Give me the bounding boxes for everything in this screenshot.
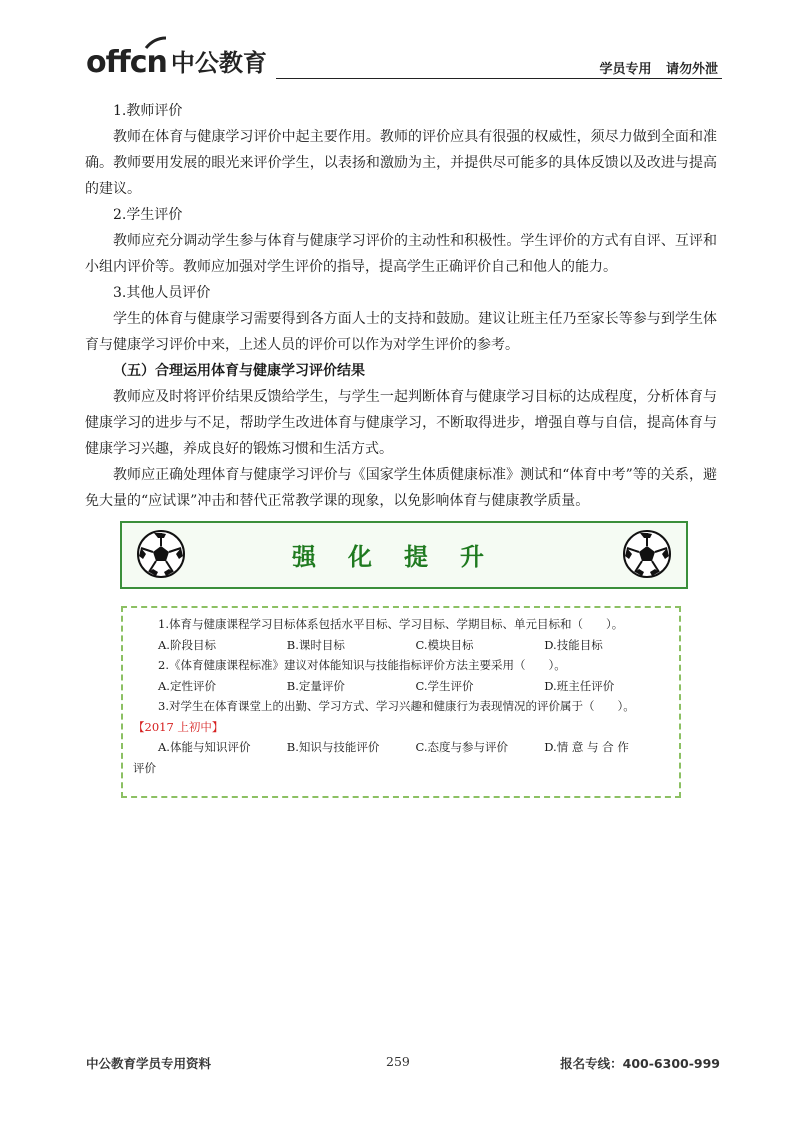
section-title: （五）合理运用体育与健康学习评价结果 xyxy=(113,363,365,379)
paragraph-standards: 教师应正确处理体育与健康学习评价与《国家学生体质健康标准》测试和“体育中考”等的关系，避免大量的“应试课”冲击和替代正常教学课的现象，以免影响体育与健康教学质量。 xyxy=(85,467,717,509)
question-3-option-continuation: 评价 xyxy=(133,760,156,775)
question-3: 3.对学生在体育课堂上的出勤、学习方式、学习兴趣和健康行为表现情况的评价属于（ ）。 xyxy=(158,699,635,713)
heading-student-eval: 2.学生评价 xyxy=(113,207,183,223)
logo-text-zh: 中公教育 xyxy=(170,49,267,77)
paragraph-student-eval: 教师应充分调动学生参与体育与健康学习评价的主动性和积极性。学生评价的方式有自评、互评和小组内评价等。教师应加强对学生评价的指导，提高学生正确评价自己和他人的能力。 xyxy=(85,233,717,275)
option: B.课时目标 xyxy=(286,637,345,652)
option: C.模块目标 xyxy=(415,637,474,652)
option: A.定性评价 xyxy=(158,678,216,693)
option: D.情 意 与 合 作 xyxy=(544,740,629,754)
banner-title: 强化提升 xyxy=(292,542,516,571)
paragraph-teacher-eval: 教师在体育与健康学习评价中起主要作用。教师的评价应具有很强的权威性，须尽力做到全面和准确。教师要用发展的眼光来评价学生，以表扬和激励为主，并提供尽可能多的具体反馈以及改进与提高的建议。 xyxy=(85,129,717,197)
option: C.态度与参与评价 xyxy=(415,740,509,754)
question-2-options xyxy=(133,676,673,697)
header-rule xyxy=(276,78,722,79)
page-body xyxy=(85,98,717,514)
header-tags xyxy=(589,58,718,77)
question-1: 1.体育与健康课程学习目标体系包括水平目标、学习目标、学期目标、单元目标和（ ）。 xyxy=(158,617,624,631)
logo-text-en: offcn xyxy=(86,45,167,80)
question-3-options xyxy=(133,737,673,758)
footer-source: 中公教育学员专用资料 xyxy=(86,1056,212,1071)
heading-teacher-eval: 1.教师评价 xyxy=(113,103,183,119)
option: A.阶段目标 xyxy=(158,637,216,652)
heading-other-eval: 3.其他人员评价 xyxy=(113,285,211,301)
page-header xyxy=(86,42,722,82)
header-tag-confidential: 请勿外泄 xyxy=(665,62,718,77)
header-tag-student: 学员专用 xyxy=(599,62,652,77)
option: C.学生评价 xyxy=(415,678,474,693)
option: D.技能目标 xyxy=(544,637,603,652)
paragraph-other-eval: 学生的体育与健康学习需要得到各方面人士的支持和鼓励。建议让班主任乃至家长等参与到学生体育与健康学习评价中来，上述人员的评价可以作为对学生评价的参考。 xyxy=(85,311,717,353)
option: B.知识与技能评价 xyxy=(286,740,380,754)
offcn-logo xyxy=(86,42,267,78)
reinforce-banner xyxy=(120,521,688,589)
exam-source-tag: 【2017 上初中】 xyxy=(133,719,224,734)
practice-questions-box xyxy=(121,606,681,798)
question-1-options xyxy=(133,635,673,656)
option: B.定量评价 xyxy=(286,678,345,693)
page-number: 259 xyxy=(386,1054,410,1069)
option: D.班主任评价 xyxy=(544,678,615,693)
soccer-ball-icon xyxy=(622,529,672,579)
paragraph-feedback: 教师应及时将评价结果反馈给学生，与学生一起判断体育与健康学习目标的达成程度，分析体育与健康学习的进步与不足，帮助学生改进体育与健康学习，不断取得进步，增强自尊与自信，提高体育与健康学习兴趣，养成良好的锻炼习惯和生活方式。 xyxy=(85,389,717,457)
footer-hotline: 报名专线：400-6300-999 xyxy=(560,1056,720,1071)
logo-swoosh-icon xyxy=(144,36,168,50)
question-2: 2.《体育健康课程标准》建议对体能知识与技能指标评价方法主要采用（ ）。 xyxy=(158,658,566,672)
option: A.体能与知识评价 xyxy=(158,740,251,754)
